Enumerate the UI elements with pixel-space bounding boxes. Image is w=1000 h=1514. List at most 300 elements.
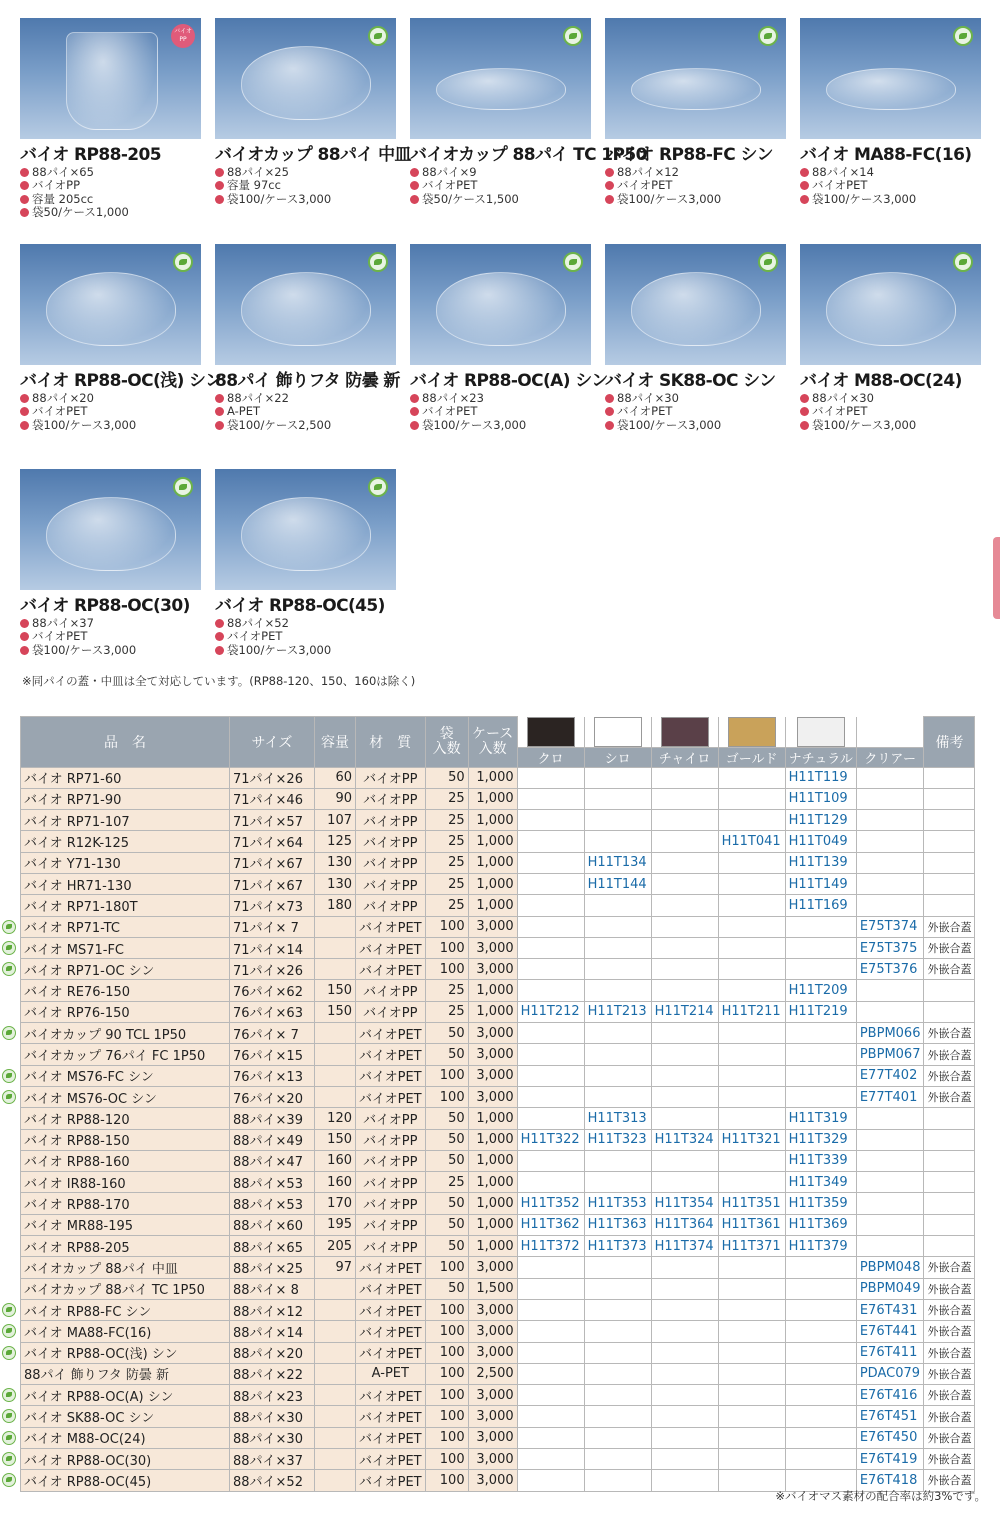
cell-size: 71パイ× 7: [230, 916, 315, 937]
product-name-text: バイオカップ 88パイ TC 1P50: [24, 1283, 205, 1299]
cell-remarks: [924, 1193, 975, 1214]
cell-product-code: [718, 1278, 785, 1299]
cell-product-name: [21, 1193, 230, 1214]
product-photo: [20, 469, 201, 590]
table-row: [21, 980, 975, 1001]
cell-bag-qty: 25: [425, 831, 468, 852]
product-card: [20, 469, 205, 657]
product-spec-line: [605, 179, 790, 192]
cell-product-code: H11T041: [718, 831, 785, 852]
cell-product-code: [517, 1427, 584, 1448]
cell-product-code: H11T049: [785, 831, 856, 852]
product-spec-line: [605, 419, 790, 432]
cell-product-code: [651, 1406, 718, 1427]
cell-remarks: [924, 1001, 975, 1022]
cell-product-code: [785, 1363, 856, 1384]
spec-text: 袋100/ケース2,500: [227, 417, 332, 432]
cell-case-qty: 1,000: [468, 1150, 517, 1171]
cell-case-qty: 1,500: [468, 1278, 517, 1299]
cell-size: 76パイ×63: [230, 1001, 315, 1022]
cell-product-code: [651, 1065, 718, 1086]
product-spec-line: [800, 419, 985, 432]
spec-text: 袋50/ケース1,000: [32, 204, 129, 219]
cell-product-code: [785, 1023, 856, 1044]
cell-case-qty: 3,000: [468, 1299, 517, 1320]
product-spec-line: [800, 193, 985, 206]
cell-product-code: [584, 1363, 651, 1384]
cell-product-code: [584, 788, 651, 809]
cell-size: 88パイ×22: [230, 1363, 315, 1384]
eco-mark-icon: [368, 477, 388, 497]
biomass-footnote: ※バイオマス素材の配合率は約3%です。: [775, 1489, 986, 1503]
cell-product-code: [651, 852, 718, 873]
product-spec-line: [410, 193, 595, 206]
cell-product-name: [21, 1001, 230, 1022]
cell-material: バイオPP: [356, 1172, 426, 1193]
cell-product-code: H11T349: [785, 1172, 856, 1193]
cell-product-code: H11T134: [584, 852, 651, 873]
product-name: 88パイ 飾りフタ 防曇 新: [215, 371, 400, 391]
cell-material: バイオPET: [356, 1342, 426, 1363]
cell-size: 88パイ×23: [230, 1385, 315, 1406]
cell-product-code: [651, 1278, 718, 1299]
cell-product-code: [651, 1321, 718, 1342]
cell-size: 71パイ×57: [230, 810, 315, 831]
cell-material: バイオPP: [356, 1108, 426, 1129]
product-name-text: バイオ MS76-OC シン: [24, 1091, 157, 1107]
cell-bag-qty: 50: [425, 1236, 468, 1257]
spec-text: A-PET: [227, 404, 260, 419]
cell-remarks: [924, 1214, 975, 1235]
product-name-text: バイオ Y71-130: [24, 857, 121, 873]
cell-product-code: [584, 1023, 651, 1044]
cell-size: 71パイ×67: [230, 852, 315, 873]
container-illustration: [241, 46, 371, 120]
cell-material: バイオPET: [356, 1023, 426, 1044]
cell-size: 88パイ×30: [230, 1406, 315, 1427]
cell-product-code: [718, 1044, 785, 1065]
cell-product-code: E76T418: [856, 1470, 924, 1491]
case-qty-label: ケース 入数: [471, 725, 514, 757]
cell-size: 88パイ×14: [230, 1321, 315, 1342]
cell-product-code: [584, 1321, 651, 1342]
cell-bag-qty: 50: [425, 1023, 468, 1044]
cell-product-code: [651, 1449, 718, 1470]
cell-product-code: [856, 788, 924, 809]
product-spec-table: [20, 716, 975, 1492]
cell-product-code: E77T402: [856, 1065, 924, 1086]
bullet-icon: [410, 407, 419, 416]
cell-product-code: [651, 1342, 718, 1363]
cell-capacity: 97: [315, 1257, 356, 1278]
product-spec-line: [605, 166, 790, 179]
cell-product-code: H11T359: [785, 1193, 856, 1214]
col-header-name: 品 名: [21, 717, 230, 768]
cell-product-code: H11T209: [785, 980, 856, 1001]
product-name-text: バイオ RP88-205: [24, 1240, 130, 1256]
cell-product-code: H11T169: [785, 895, 856, 916]
spec-text: 袋100/ケース3,000: [32, 642, 137, 657]
spec-text: 袋100/ケース3,000: [617, 191, 722, 206]
cell-case-qty: 3,000: [468, 1257, 517, 1278]
cell-product-code: [718, 1363, 785, 1384]
cell-product-name: [21, 1236, 230, 1257]
cell-product-code: [785, 1278, 856, 1299]
cell-capacity: 130: [315, 852, 356, 873]
cell-bag-qty: 25: [425, 895, 468, 916]
cell-product-code: H11T372: [517, 1236, 584, 1257]
cell-product-code: [584, 1449, 651, 1470]
spec-text: バイオPET: [32, 404, 88, 419]
eco-mark-icon: [2, 941, 16, 955]
cell-size: 71パイ×14: [230, 937, 315, 958]
cell-material: バイオPP: [356, 1193, 426, 1214]
cell-product-code: [651, 767, 718, 788]
cell-product-code: [651, 959, 718, 980]
cell-size: 88パイ×53: [230, 1172, 315, 1193]
cell-product-code: H11T371: [718, 1236, 785, 1257]
cell-product-code: [718, 873, 785, 894]
cell-remarks: [924, 767, 975, 788]
container-illustration: [436, 272, 566, 346]
cell-bag-qty: 25: [425, 852, 468, 873]
spec-text: 88パイ×37: [32, 616, 94, 630]
cell-product-name: [21, 1427, 230, 1448]
product-name-text: バイオ RP88-OC(30): [24, 1453, 152, 1469]
cell-product-code: PBPM067: [856, 1044, 924, 1065]
col-header-color: シロ: [584, 747, 651, 767]
spec-text: バイオPET: [617, 178, 673, 193]
eco-mark-icon: [2, 1346, 16, 1360]
cell-case-qty: 3,000: [468, 1470, 517, 1491]
bullet-icon: [410, 181, 419, 190]
cell-material: バイオPET: [356, 1257, 426, 1278]
cell-product-code: H11T129: [785, 810, 856, 831]
table-row: [21, 916, 975, 937]
cell-capacity: 120: [315, 1108, 356, 1129]
cell-capacity: 60: [315, 767, 356, 788]
cell-product-name: [21, 1342, 230, 1363]
spec-text: 88パイ×23: [422, 391, 484, 405]
product-spec-line: [20, 392, 205, 405]
cell-capacity: 150: [315, 1129, 356, 1150]
cell-product-code: [584, 1086, 651, 1107]
spec-text: 袋100/ケース3,000: [32, 417, 137, 432]
cell-material: バイオPP: [356, 767, 426, 788]
product-card: [20, 244, 222, 432]
product-name-text: バイオ RP71-180T: [24, 899, 138, 915]
table-row: [21, 1129, 975, 1150]
table-row: [21, 1427, 975, 1448]
cell-product-code: [584, 1470, 651, 1491]
cell-case-qty: 3,000: [468, 1406, 517, 1427]
cell-case-qty: 1,000: [468, 895, 517, 916]
product-spec-line: [20, 206, 205, 219]
bullet-icon: [20, 195, 29, 204]
cell-material: バイオPET: [356, 1427, 426, 1448]
container-illustration: [241, 272, 371, 346]
cell-case-qty: 3,000: [468, 1086, 517, 1107]
cell-size: 88パイ×52: [230, 1470, 315, 1491]
eco-mark-icon: [758, 252, 778, 272]
cell-product-name: [21, 1214, 230, 1235]
cell-product-code: [517, 1150, 584, 1171]
product-spec-line: [410, 405, 595, 418]
cell-size: 76パイ×15: [230, 1044, 315, 1065]
bullet-icon: [410, 168, 419, 177]
spec-text: 袋100/ケース3,000: [812, 417, 917, 432]
product-spec-line: [215, 166, 400, 179]
cell-remarks: 外嵌合蓋: [924, 1406, 975, 1427]
cell-product-code: [584, 1257, 651, 1278]
cell-product-code: [718, 1342, 785, 1363]
cell-size: 88パイ×20: [230, 1342, 315, 1363]
bullet-icon: [215, 394, 224, 403]
cell-product-code: [651, 1257, 718, 1278]
eco-mark-icon: [368, 252, 388, 272]
cell-product-code: [584, 1427, 651, 1448]
cell-product-code: H11T361: [718, 1214, 785, 1235]
cell-product-name: [21, 788, 230, 809]
cell-product-code: [517, 980, 584, 1001]
cell-remarks: 外嵌合蓋: [924, 1385, 975, 1406]
col-header-size: サイズ: [230, 717, 315, 768]
col-header-material: 材 質: [356, 717, 426, 768]
container-illustration: [66, 32, 158, 130]
cell-capacity: 130: [315, 873, 356, 894]
product-name-text: バイオ IR88-160: [24, 1176, 126, 1192]
cell-product-code: H11T369: [785, 1214, 856, 1235]
eco-mark-icon: [2, 1069, 16, 1083]
spec-text: 88パイ×30: [617, 391, 679, 405]
product-spec-line: [410, 179, 595, 192]
cell-bag-qty: 100: [425, 1406, 468, 1427]
cell-product-code: [517, 1023, 584, 1044]
product-name-text: バイオ RP88-160: [24, 1155, 130, 1171]
product-spec-line: [20, 193, 205, 206]
cell-case-qty: 1,000: [468, 852, 517, 873]
cell-product-code: H11T362: [517, 1214, 584, 1235]
cell-case-qty: 3,000: [468, 937, 517, 958]
cell-product-code: E75T376: [856, 959, 924, 980]
table-row: [21, 831, 975, 852]
col-header-color: チャイロ: [651, 747, 718, 767]
cell-product-code: E75T375: [856, 937, 924, 958]
cell-product-code: [718, 1257, 785, 1278]
cell-size: 71パイ×64: [230, 831, 315, 852]
cell-bag-qty: 100: [425, 1257, 468, 1278]
bullet-icon: [215, 195, 224, 204]
cell-product-code: H11T339: [785, 1150, 856, 1171]
product-name-text: バイオカップ 76パイ FC 1P50: [24, 1049, 206, 1064]
product-name-text: バイオ RP88-OC(浅) シン: [24, 1347, 178, 1363]
cell-product-code: [856, 767, 924, 788]
cell-product-code: [517, 810, 584, 831]
bullet-icon: [410, 394, 419, 403]
cell-product-code: [651, 1172, 718, 1193]
cell-product-code: H11T144: [584, 873, 651, 894]
cell-product-code: H11T213: [584, 1001, 651, 1022]
cell-material: バイオPET: [356, 916, 426, 937]
cell-product-code: [856, 831, 924, 852]
cell-product-name: [21, 1278, 230, 1299]
cell-remarks: [924, 1172, 975, 1193]
cell-case-qty: 3,000: [468, 1044, 517, 1065]
table-row: [21, 1449, 975, 1470]
table-row: [21, 1172, 975, 1193]
cell-product-code: [584, 916, 651, 937]
eco-mark-icon: [2, 1409, 16, 1423]
product-name-text: バイオ MS76-FC シン: [24, 1070, 154, 1086]
cell-remarks: 外嵌合蓋: [924, 1299, 975, 1320]
cell-product-code: [785, 937, 856, 958]
cell-remarks: 外嵌合蓋: [924, 1257, 975, 1278]
cell-product-code: [785, 1449, 856, 1470]
cell-capacity: 150: [315, 1001, 356, 1022]
cell-material: バイオPP: [356, 1150, 426, 1171]
eco-mark-icon: [953, 26, 973, 46]
cell-product-code: [651, 1470, 718, 1491]
product-name-text: バイオ HR71-130: [24, 878, 132, 894]
spec-text: 88パイ×65: [32, 165, 94, 179]
cell-product-code: [584, 980, 651, 1001]
product-spec-line: [20, 405, 205, 418]
col-header-case-qty: [468, 717, 517, 768]
product-spec-line: [215, 405, 400, 418]
table-row: [21, 810, 975, 831]
bullet-icon: [20, 619, 29, 628]
cell-product-code: [856, 1172, 924, 1193]
cell-size: 88パイ×30: [230, 1427, 315, 1448]
spec-text: バイオPET: [227, 629, 283, 644]
product-name-text: バイオ MS71-FC: [24, 942, 124, 958]
product-name-text: バイオ RP88-OC(45): [24, 1474, 152, 1490]
cell-product-code: [584, 831, 651, 852]
cell-product-code: E77T401: [856, 1086, 924, 1107]
spec-text: 88パイ×9: [422, 165, 477, 179]
product-name-text: バイオ MR88-195: [24, 1219, 134, 1235]
cell-product-code: [517, 1044, 584, 1065]
cell-material: バイオPP: [356, 810, 426, 831]
cell-product-name: [21, 1470, 230, 1491]
cell-product-code: H11T323: [584, 1129, 651, 1150]
cell-capacity: [315, 937, 356, 958]
cell-size: 71パイ×46: [230, 788, 315, 809]
table-row: [21, 767, 975, 788]
cell-remarks: 外嵌合蓋: [924, 1321, 975, 1342]
swatch-kuro: [517, 717, 584, 748]
cell-product-code: [584, 1406, 651, 1427]
cell-product-code: E76T416: [856, 1385, 924, 1406]
cell-capacity: [315, 1086, 356, 1107]
cell-product-name: [21, 1321, 230, 1342]
bullet-icon: [20, 208, 29, 217]
col-header-color: ゴールド: [718, 747, 785, 767]
eco-mark-icon: [2, 1452, 16, 1466]
cell-remarks: [924, 788, 975, 809]
spec-text: 88パイ×22: [227, 391, 289, 405]
spec-text: バイオPET: [32, 629, 88, 644]
product-card: [20, 18, 205, 219]
cell-product-code: [517, 1406, 584, 1427]
cell-remarks: [924, 1150, 975, 1171]
product-name-text: バイオ RE76-150: [24, 985, 131, 1001]
col-header-bag-qty: [425, 717, 468, 768]
cell-product-code: [718, 1023, 785, 1044]
table-row: [21, 1278, 975, 1299]
cell-bag-qty: 25: [425, 873, 468, 894]
product-name-text: バイオ MA88-FC(16): [24, 1325, 152, 1341]
cell-material: バイオPET: [356, 1086, 426, 1107]
product-card: [215, 18, 411, 206]
product-spec-line: [215, 644, 400, 657]
product-spec-line: [20, 179, 205, 192]
container-illustration: [826, 272, 956, 346]
cell-size: 76パイ×13: [230, 1065, 315, 1086]
table-row: [21, 937, 975, 958]
cell-product-code: [584, 1065, 651, 1086]
cell-bag-qty: 50: [425, 767, 468, 788]
cell-product-code: [517, 895, 584, 916]
cell-product-code: [785, 959, 856, 980]
cell-remarks: [924, 1108, 975, 1129]
cell-product-code: E76T441: [856, 1321, 924, 1342]
cell-product-code: [517, 788, 584, 809]
cell-product-code: H11T373: [584, 1236, 651, 1257]
cell-product-name: [21, 1044, 230, 1065]
bullet-icon: [20, 394, 29, 403]
bullet-icon: [800, 407, 809, 416]
cell-case-qty: 1,000: [468, 1214, 517, 1235]
cell-remarks: 外嵌合蓋: [924, 1449, 975, 1470]
product-card: [800, 244, 985, 432]
cell-product-code: [651, 1385, 718, 1406]
eco-mark-icon: [2, 920, 16, 934]
cell-product-code: [517, 1363, 584, 1384]
cell-product-name: [21, 1449, 230, 1470]
spec-text: 88パイ×30: [812, 391, 874, 405]
bullet-icon: [800, 168, 809, 177]
cell-size: 88パイ×25: [230, 1257, 315, 1278]
bullet-icon: [605, 394, 614, 403]
product-name-text: バイオ RP71-TC: [24, 921, 120, 937]
table-row: [21, 1385, 975, 1406]
cell-product-code: H11T352: [517, 1193, 584, 1214]
cell-material: バイオPET: [356, 959, 426, 980]
cell-remarks: [924, 873, 975, 894]
product-name-text: バイオ RP88-170: [24, 1198, 130, 1214]
cell-remarks: [924, 895, 975, 916]
product-card: [605, 244, 790, 432]
cell-size: 88パイ×37: [230, 1449, 315, 1470]
table-row: [21, 1342, 975, 1363]
cell-remarks: 外嵌合蓋: [924, 1278, 975, 1299]
product-spec-line: [20, 630, 205, 643]
cell-size: 71パイ×67: [230, 873, 315, 894]
cell-capacity: 160: [315, 1172, 356, 1193]
cell-product-code: [718, 1299, 785, 1320]
cell-product-name: [21, 1363, 230, 1384]
cell-product-name: [21, 1086, 230, 1107]
cell-capacity: 150: [315, 980, 356, 1001]
cell-product-code: [517, 1342, 584, 1363]
cell-product-code: [584, 895, 651, 916]
cell-product-code: [517, 1449, 584, 1470]
cell-remarks: 外嵌合蓋: [924, 1470, 975, 1491]
container-illustration: [436, 68, 566, 110]
swatch-gold: [718, 717, 785, 748]
cell-product-name: [21, 916, 230, 937]
